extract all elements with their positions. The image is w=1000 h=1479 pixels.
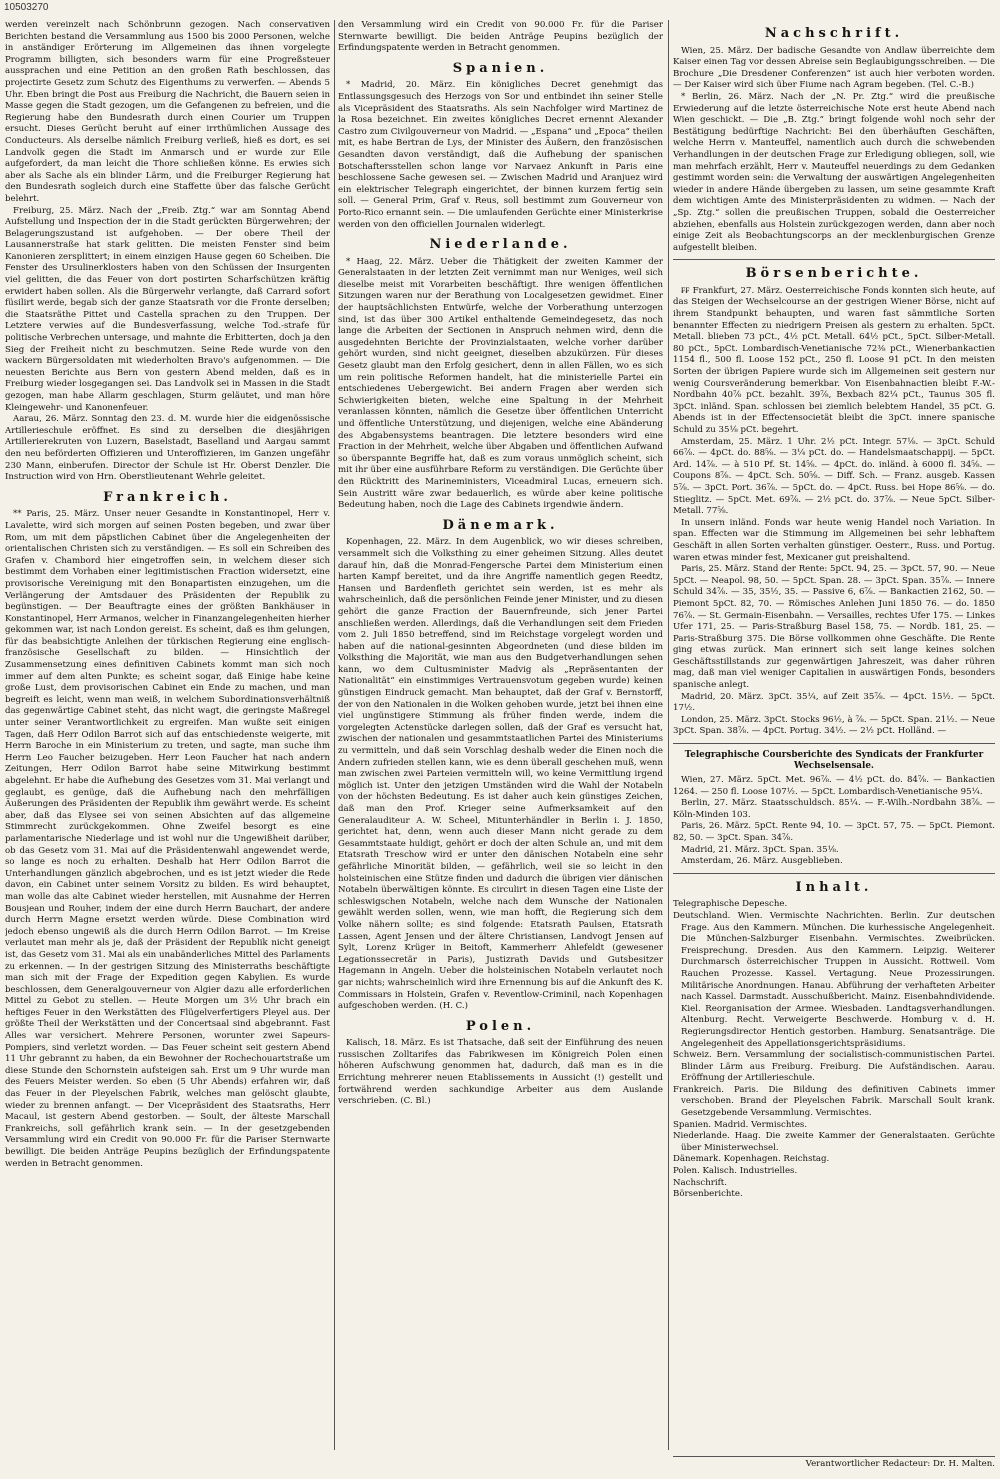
article-wien: Wien, 25. März. Der badische Gesandte von Andlaw überreichte dem Kaiser einen Tag vor dessen Abreise sein Beglaubigungsschreiben. — Die Brochure „Die Dresdener Conferenzen“ ist auch hier verboten worden. — Der Kaiser wird sich über Fiume nach Agram begeben. (Tel. C.-B.) (673, 45, 995, 91)
report-london: London, 25. März. 3pCt. Stocks 96½, à ⅞. — 5pCt. Span. 21½. — Neue 3pCt. Span. 38⅞. — 4pCt. Portug. 34½. — 2½ pCt. Holländ. — (673, 714, 995, 737)
report-paris: Paris, 25. März. Stand der Rente: 5pCt. 94, 25. — 3pCt. 57, 90. — Neue 5pCt. — Neapol. 98, 50. — 5pCt. Span. 28. — 3pCt. Span. 35⅞. — Innere Schuld 34⅞. — 35, 35½, 35. — Passive 6, 6⅞. — Bankactien 2162, 50. — Piemont 5pCt. 82, 70. — Römisches Anlehen Juni 1850 76. — do. 1850 76⅞. — St. Germain-Eisenbahn. — Versailles, rechtes Ufer 175. — Linkes Ufer 171, 25. — Paris-Straßburg Basel 158, 75. — Nordb. 181, 25. — Paris-Straßburg 375. Die Börse vollkommen ohne Geschäfte. Die Rente ging etwas zurück. Man erinnert sich seit lange keines solchen Geschäftsstillstands zur gegenwärtigen Jahreszeit, was daher rühren mag, daß man viel weniger Capitalien in auswärtigen Fonds, besonders spanische anlegt. (673, 564, 995, 691)
article-aarau: Aarau, 26. März. Sonntag den 23. d. M. wurde hier die eidgenössische Artillerieschule eröffnet. Es sind zu derselben die diesjährigen Artillerierekruten von Luzern, Baselstadt, Baselland und Aargau sammt den neu beförderten Offizieren und Unteroffizieren, im Ganzen ungefähr 230 Mann, einberufen. Director der Schule ist Hr. Oberst Denzler. Die Instruction wird von Hrn. Oberstlieutenant Wehrle geleitet. (5, 414, 330, 483)
toc-entry: Nachschrift. (673, 1177, 727, 1188)
section-heading-boersen: Börsenberichte. (745, 266, 923, 282)
section-heading-spanien: Spanien. (452, 60, 549, 76)
toc-entry: Polen. Kalisch. Industrielles. (673, 1166, 798, 1177)
toc-entry: Dänemark. Kopenhagen. Reichstag. (673, 1154, 830, 1165)
telegraph-amsterdam: Amsterdam, 26. März. Ausgeblieben. (681, 856, 843, 867)
column-2 (338, 20, 663, 1460)
table-of-contents (673, 899, 995, 1200)
toc-entry: Telegraphische Depesche. (673, 899, 788, 910)
divider (673, 259, 995, 260)
divider (673, 873, 995, 874)
article-freiburg: Freiburg, 25. März. Nach der „Freib. Ztg.“ war am Sonntag Abend Aufstellung und Inspection der in die Stadt gerückten Bürgerwehren; der Belagerungszustand ist aufgehoben. — Der obere Theil der Lausannerstraße hat stark gelitten. Die meisten Fenster sind beim Kanonieren zersplittert; in einem einzigen Hause gegen 60 Scheiben. Die Fenster des Ursulinerklosters haben von den Schüssen der Insurgenten viel gelitten, die das Feuer von dort postirten Scharfschützen kräftig erwidert haben sollen. Als die Bürgerwehr verlangte, daß Carrard sofort füsilirt werde, begab sich der ganze Staatsrath vor die Fronte derselben; die Staatsräthe Pittet und Castella sprachen zu den Truppen. Der Letztere verwies auf die Bundesverfassung, welche Tod.-strafe für politische Verbrechen untersage, und mahnte die Erbitterten, doch ja den Sieg der Freiheit nicht zu beschmutzen. Seine Rede wurde von den wackern Bürgersoldaten mit wiederholten Bravo's aufgenommen. — Die neuesten Berichte aus Bern von gestern Abend melden, daß es in Freiburg wieder losgegangen sei. Das Landvolk sei in Massen in die Stadt gezogen, man habe Allarm geschlagen, Sturm geläutet, und man höre Kleingewehr- und Kanonenfeuer. (5, 205, 330, 413)
telegraph-paris: Paris, 26. März. 5pCt. Rente 94, 10. — 3pCt. 57, 75. — 5pCt. Piemont. 82, 50. — 3pCt. Span. 34⅞. (673, 821, 995, 843)
article-haag: * Haag, 22. März. Ueber die Thätigkeit der zweiten Kammer der Generalstaaten in der letzten Zeit vernimmt man nur Weniges, weil sich dieselbe meist mit Vorarbeiten beschäftigt. Ihre wenigen öffentlichen Sitzungen waren nur der Berathung von Localgesetzen gewidmet. Einer der hauptsächlichsten Entwürfe, welche der Vorberathung unterzogen sind, ist das über 300 Artikel enthaltende Gemeindegesetz, das noch lange die Arbeiten der Sectionen in Anspruch nehmen wird, denn die ausgedehnten Berichte der Provinzialstaaten, welche vorher darüber gehört wurden, sind nicht geeignet, dieselben abzukürzen. Für dieses Gesetz glaubt man den Erfolg gesichert, denn in allen Fällen, wo es sich um rein politische Reformen handelt, hat die ministerielle Partei ein entschiedenes Uebergewicht. Bei andern Fragen aber werden sich Schwierigkeiten bieten, welche eine Spaltung in der Mehrheit veranlassen könnten, nämlich die Gesetze über öffentlichen Unterricht und öffentliche Unterstützung, und diejenigen, welche eine Abänderung des Abgabensystems beantragen. Die letztere besonders wird eine Fraction in der Mehrheit, welche über Abgaben und öffentlichen Aufwand so überspannte Begriffe hat, daß es zum voraus unmöglich scheint, sich mit ihr über eine ausführbare Reform zu verständigen. Die Gerüchte über den Rücktritt des Marineministers, Viceadmiral Lucas, erneuern sich. Sein Austritt wäre zwar bedauerlich, es würde aber keine politische Bedeutung haben, noch die Lage des Cabinets irgendwie ändern. (338, 256, 663, 511)
article-paris-continued: den Versammlung wird ein Credit von 90.000 Fr. für die Pariser Sternwarte bewilligt. Die beiden Anträge Peupins bezüglich der Erfindungspatente werden in Betracht genommen. (338, 20, 663, 54)
telegraph-heading: Telegraphische Coursberichte des Syndicats der Frankfurter Wechselsensale. (684, 750, 984, 772)
column-rule (668, 20, 669, 1450)
toc-entry: Niederlande. Haag. Die zweite Kammer der Generalstaaten. Gerüchte über Ministerwechsel. (673, 1131, 995, 1153)
column-3 (673, 20, 995, 1452)
telegraph-berlin: Berlin, 27. März. Staatsschuldsch. 85¼. — F.-Wilh.-Nordbahn 38⅞. — Köln-Minden 103. (673, 798, 995, 820)
section-heading-polen: Polen. (465, 1018, 536, 1034)
toc-entry: Frankreich. Paris. Die Bildung des definitiven Cabinets immer verschoben. Brand der Pleyelschen Fabrik. Marschall Soult krank. Gesetzgebende Versammlung. Vermischtes. (673, 1084, 995, 1119)
article-madrid: * Madrid, 20. März. Ein königliches Decret genehmigt das Entlassungsgesuch des Herzogs von Sor und entbindet ihn seiner Stelle als Vicepräsident des Staatsraths. Als sein Nachfolger wird Martinez de la Rosa bezeichnet. Ein zweites königliches Decret ernennt Alexander Castro zum Civilgouverneur von Madrid. — „Espana“ und „Epoca“ theilen mit, es habe Bertran de Lys, der Minister des Äußern, den französischen Gesandten davon verständigt, daß die Aufhebung der spanischen Botschaftersstellen schon lange vor Narvaez Ankunft in Paris eine beschlossene Sache gewesen sei. — Zwischen Madrid und Aranjuez wird ein elektrischer Telegraph eingerichtet, der binnen kurzem fertig sein soll. — General Prim, Graf v. Reus, soll bestimmt zum Gouverneur von Porto-Rico ernannt sein. — Die umlaufenden Gerüchte einer Ministerkrise werden von den officiellen Journalen widerlegt. (338, 80, 663, 230)
telegraph-wien: Wien, 27. März. 5pCt. Met. 96⅞. — 4½ pCt. do. 84⅞. — Bankactien 1264. — 250 fl. Loose 107½. — 5pCt. Lombardisch-Venetianische 95¼. (673, 775, 995, 797)
report-frankfurt: ₣₣ Frankfurt, 27. März. Oesterreichische Fonds konnten sich heute, auf das Steigen der Wechselcourse an der gestrigen Wiener Börse, nicht auf ihrem Standpunkt behaupten, und waren fast sämmtliche Sorten benannter Effecten zu niedrigern Preisen als gestern zu erhalten. 5pCt. Metall. blieben 73 pCt., 4½ pCt. Metall. 64½ pCt., 5pCt. Silber-Metall. 80 pCt., 5pCt. Lombardisch-Venetianische 72⅜ pCt., Wienerbankactien 1154 fl., 500 fl. Loose 152 pCt., 250 fl. Loose 91 pCt. In den meisten Sorten der übrigen Papiere wurde sich im Allgemeinen seit gestern nur wenig Coursveränderung bemerkbar. Von Eisenbahnactien bleibt F.-W.-Nordbahn 40⅞ pCt. bezahlt. 39⅞, Bexbach 82¼ pCt., Taunus 305 fl. 3pCt. inländ. Span. schlossen bei ziemlich belebtem Handel, 35 pCt. G. Abends ist in der Effectensocietät bleibt die 3pCt. innere spanische Schuld zu 35⅛ pCt. begehrt. (673, 285, 995, 435)
article-berlin: * Berlin, 26. März. Nach der „N. Pr. Ztg.“ wird die preußische Erwiederung auf die letzte österreichische Note erst heute Abend nach Wien geschickt. — Die „B. Ztg.“ bringt folgende wohl noch sehr der Bestätigung bedürftige Nachricht: Bei den überhäuften Geschäften, welche Herrn v. Manteuffel, namentlich auch durch die schwebenden Verhandlungen in der deutschen Frage zur Erledigung obliegen, soll, wie man mehrfach erzählt, Herr v. Mauteuffel neuerdings zu dem Gedanken gestimmt worden sein: die Verwaltung der auswärtigen Angelegenheiten wieder in andere Hände übergeben zu lassen, um seine gesammte Kraft dem wichtigen Amte des Ministerpräsidenten zu widmen. — Nach der „Sp. Ztg.“ sollen die preußischen Truppen, sobald die Oesterreicher abziehen, ebenfalls aus Holstein zurückgezogen werden, dann aber noch einige Zeit als Beobachtungscorps an der mecklenburgischen Grenze aufgestellt bleiben. (673, 91, 995, 253)
page-id: 10503270 (4, 2, 49, 13)
article-kopenhagen: Kopenhagen, 22. März. In dem Augenblick, wo wir dieses schreiben, versammelt sich die Volksthing zu einer geheimen Sitzung. Alles deutet darauf hin, daß die Monrad-Fengersche Partei dem Ministerium einen harten Kampf bereitet, und da ihre Angriffe namentlich gegen Reedtz, Hansen und Bardenfleth gerichtet sein werden, ist es mehr als wahrscheinlich, daß die persönlichen Feinde jener Minister, und zu diesen gehört die ganze Fraction der Bauernfreunde, sich jener Partei anschließen werden. Allerdings, daß die Verhandlungen seit dem Frieden vom 2. Juli 1850 betreffend, sind im Reichstage vorgelegt worden und haben auf die national-gesinnten Abgeordneten (und diese bilden im Volksthing die Majorität, wie man aus den Budgetverhandlungen sehen kann, wo dem Cultusminister Madvig als „Repräsentanten der Nationalität“ ein einstimmiges Vertrauensvotum gegeben wurde) keinen günstigen Eindruck gemacht. Man behauptet, daß der Graf v. Bernstorff, der von den Nationalen in die Wolken gehoben wurde, jetzt bei ihnen eine viel ungünstigere Stimmung als früher finden werde, indem die vorgelegten Actenstücke darlegen sollen, daß der Graf es versucht hat, zwischen der nationalen und gesammtstaatlichen Partei des Ministeriums zu vermitteln, und daß sein Vorschlag deshalb weder die Einen noch die Andern zufrieden stellen kann, wie es denn überall geschehen muß, wenn man zwischen zwei Parteien vermitteln will, wo keine Vermittlung irgend möglich ist. Unter den jetzigen Umständen wird die Wahl der Notabeln von der höchsten Bedeutung. Es ist daher auch kein günstiges Zeichen, daß man den Prof. Krieger seine Aufmerksamkeit auf den Generalauditeur A. W. Scheel, Mitunterhändler in Berlin i. J. 1850, gerichtet hat, denn, wenn auch dieser Mann nicht gerade zu dem Gesammtstaate huldigt, gehört er doch der alten Schule an, und mit dem Etatsrath Treschow wird er unter den dänischen Notabeln eine sehr gefährliche Minorität bilden, — gefährlich, weil sie so leicht in den holsteinischen eine Stütze finden und dadurch die übrigen vier dänischen Notabeln überwältigen könnte. Es circulirt in diesen Tagen eine Liste der schleswigschen Notabeln, welche nach dem Wunsche der Nationalen gewählt werden sollen, wenn, wie man hofft, die Regierung sich dem Volke nähern sollte; es sind folgende: Etatsrath Paulsen, Etatsrath Lassen, Agent Jensen und der ältere Christiansen, Landvogt Jensen auf Sylt, Lorenz Krüger in Beitoft, Kammerherr Ahlefeldt (gewesener Legationssecretär in Paris), Justizrath Davids und Gutsbesitzer Hagemann in Angeln. Ueber die holsteinischen Notabeln verlautet noch gar nichts; wahrscheinlich wird ihre Ernennung bis auf die Ankunft des K. Commissars in Holstein, Grafen v. Reventlow-Criminil, nach Kopenhagen aufgeschoben werden. (H. C.) (338, 537, 663, 1012)
article-paris: ** Paris, 25. März. Unser neuer Gesandte in Konstantinopel, Herr v. Lavalette, wird sich morgen auf seinen Posten begeben, und zwar über Rom, um mit dem päpstlichen Cabinet über die Angelegenheiten der orientalischen Christen sich zu verständigen. — Es soll ein Schreiben des Grafen v. Chambord hier eingetroffen sein, in welchem dieser sich bestimmt dem Vorhaben einer legitimistischen Fraction widersetzt, eine provisorische Vereinigung mit den Bonapartisten einzugehen, um die Verlängerung der Amtsdauer des Präsidenten der Republik zu begünstigen. — Der Beauftragte eines der größten Bankhäuser in Konstantinopel, Herr Armanos, welcher in Finanzangelegenheiten hierher gekommen war, ist nach London gereist. Es scheint, daß es ihm gelungen, für das beabsichtigte Anleihen der türkischen Regierung eine englisch-französische Gesellschaft zu bilden. — Hinsichtlich der Zusammensetzung eines definitiven Cabinets kommt man sich noch immer auf dem alten Punkte; es scheint sogar, daß Einige habe keine große Lust, dem provisorischen Cabinet ein Ende zu machen, und man begreift es leicht, wenn man weiß, in welchem Subordinationsverhältniß das gegenwärtige Cabinet steht, das nicht wagt, die geringste Maßregel unter seiner Verantwortlichkeit zu ergreifen. Man wußte seit einigen Tagen, daß Herr Odilon Barrot sich auf das entschiedenste weigerte, mit Herrn Baroche in ein Ministerium zu treten, und sagte, man suche ihm Herrn Leo Faucher beizugeben. Herr Leon Faucher hat nach andern Zeitungen, Herr Odilon Barrot habe seine Mitwirkung bestimmt abgelehnt. Er habe die Aufhebung des Gesetzes vom 31. Mai verlangt und geglaubt, es genüge, daß die Aufhebung nach den mehrfälligen Äußerungen des Präsidenten der Republik ihm gewährt werde. Es scheint aber, daß das Elysee sei von seinen Absichten auf das allgemeine Stimmrecht zurückgekommen. Ohne Zweifel besorgt es eine parlamentarische Niederlage und ist wohl nur die Ungewißheit darüber, ob das Gesetz vom 31. Mai auf die Präsidentenwahl angewendet werde, so lange es noch zu erhalten. Deshalb hat Herr Odilon Barrot die Unterhandlungen gänzlich abgebrochen, und es ist jetzt wieder die Rede davon, ein Cabinet unter seinem Vorsitz zu bilden. Es wird behauptet, man wolle das alte Cabinet wieder herstellen, mit Ausnahme der Herren Bousjean und Rouher, indem der eine durch Herrn Bauchart, der andere durch Herrn Magne ersetzt werden würde. Diese Combination wird jedoch ebenso ungewiß als die durch Herrn Odilon Barrot. — Im Kreise verlautet man mehr als je, daß der Präsident der Republik nicht geneigt ist, das Gesetz vom 31. Mai als ein unabänderliches Mittel des Parlaments zu erkennen. — In der gestrigen Sitzung des Ministerraths beschäftigte man sich mit der Frage der Expedition gegen Kabylien. Es wurde beschlossen, dem Generalgouverneur von Algier dazu alle erforderlichen Mittel zu Gebot zu stellen. — Heute Morgen um 3½ Uhr brach ein heftiges Feuer in den Werkstätten des Flügelverfertigers Pleyel aus. Der größte Theil der Werkstätten und der Concertsaal sind abgebrannt. Fast Alles war versichert. Mehrere Personen, worunter zwei Sapeurs-Pompiers, sind verletzt worden. — Das Feuer scheint seit gestern Abend 11 Uhr gebrannt zu haben, da ein Bewohner der Rochechouartstraße um diese Stunde den Schornstein aufsteigen sah. Erst um 9 Uhr wurde man des Feuers Meister werden. So eben (5 Uhr Abends) erfahren wir, daß das Feuer in der Pleyelschen Fabrik, welches man gelöscht glaubte, wieder zu brennen anfangt. — Der Vicepräsident des Staatsraths, Herr Macaul, ist gestern Abend gestorben. — Soult, der älteste Marschall Frankreichs, soll gefährlich krank sein. — In der gesetzgebenden Versammlung wird ein Credit von 90.000 Fr. für die Pariser Sternwarte bewilligt. Die beiden Anträge Peupins bezüglich der Erfindungspatente werden in Betracht genommen. (5, 509, 330, 1169)
report-madrid: Madrid, 20. März. 3pCt. 35¼, auf Zeit 35⅞. — 4pCt. 15½. — 5pCt. 17½. (673, 691, 995, 714)
section-heading-frankreich: Frankreich. (103, 489, 232, 505)
section-heading-nachschrift: Nachschrift. (764, 26, 904, 41)
section-heading-niederlande: Niederlande. (429, 237, 572, 253)
toc-entry: Schweiz. Bern. Versammlung der socialistisch-communistischen Partei. Blinder Lärm aus Freiburg. Freiburg. Die Aufständischen. Aarau. Eröffnung der Artillerieschule. (673, 1050, 995, 1084)
toc-entry: Spanien. Madrid. Vermischtes. (673, 1119, 808, 1130)
article-kalisch: Kalisch, 18. März. Es ist Thatsache, daß seit der Einführung des neuen russischen Zolltarifes das Fabrikwesen im Königreich Polen einen höheren Aufschwung genommen hat, dadurch, daß man es in die Errichtung mehrerer neuen Etablissements in Aussicht (!) gestellt und fortwährend werden sachkundige Arbeiter aus dem Auslande verschrieben. (C. Bl.) (338, 1038, 663, 1107)
column-rule (334, 20, 335, 1450)
section-heading-inhalt: Inhalt. (795, 879, 873, 895)
section-heading-daenemark: Dänemark. (442, 517, 559, 533)
report-inland: In unsern inländ. Fonds war heute wenig Handel noch Variation. In span. Effecten war die Stimmung im Allgemeinen bei sehr lebhaftem Geschäft in allen Sorten verhalten günstiger. Oesterr., Russ. und Portug. waren etwas minder fest, Mexicaner gut preishaltend. (673, 517, 995, 563)
article-switzerland: werden vereinzelt nach Schönbrunn gezogen. Nach conservativen Berichten bestand die Versammlung aus 1500 bis 2000 Personen, welche in anständiger Erörterung im Allgemeinen das ihnen vorgelegte Programm billigten, sich besonders warm für eine Progreßsteuer aussprachen und eine Petition an den großen Rath beschlossen, das projectirte Gesetz zum Schutz des Eigenthums zu verwerfen. — Abends 5 Uhr. Eben bringt die Post aus Freiburg die Nachricht, die Bauern seien in Masse gegen die Stadt gezogen, um die Gefangenen zu befreien, und die Regierung habe den Bundesrath durch einen Courier um Truppen ersucht. Dieses Gerücht beruht auf einer irrthümlichen Aussage des Conducteurs. Als derselbe nämlich Freiburg verließ, hieß es dort, es sei Landvolk gegen die Stadt im Anmarsch und er wurde zur Eile aufgefordert, da man leicht die Thore schließen könne. Es erwies sich aber als Sache als ein blinder Lärm, und die Freiburger Regierung hat den Bundesrath sogleich durch eine Staffette über das falsche Gerücht belehrt. (5, 20, 330, 204)
report-amsterdam: Amsterdam, 25. März. 1 Uhr. 2½ pCt. Integr. 57⅛. — 3pCt. Schuld 66⅞. — 4pCt. do. 88⅝. — 3¼ pCt. do. — Handelsmaatschappij. — 5pCt. Ard. 14⅞. — à 510 Pf. St. 14⅝. — 4pCt. do. inländ. à 6000 fl. 34⅝. — Coupons 8⅞. — 4pCt. Sch. 50⅝. — Diff. Sch. — Franz. ausgeb. Kassen 5⅞. — 3pCt. Port. 36⅞. — 5pCt. do. — 4pCt. Russ. bei Hope 86⅝. — do. Stieglitz. — 5pCt. Met. 69⅞. — 2½ pCt. do. 37⅞. — Neue 5pCt. Silber-Metall. 77⅝. (673, 436, 995, 517)
editor-line: Verantwortlicher Redacteur: Dr. H. Malten. (673, 1456, 995, 1469)
toc-entry: Börsenberichte. (673, 1189, 743, 1200)
telegraph-madrid: Madrid, 21. März. 3pCt. Span. 35⅛. (681, 844, 839, 855)
column-1 (5, 20, 330, 1460)
divider (673, 743, 995, 744)
toc-entry: Deutschland. Wien. Vermischte Nachrichten. Berlin. Zur deutschen Frage. Aus den Kammern. München. Die kurhessische Angelegenheit. Die München-Salzburger Eisenbahn. Vermischtes. Zweibrücken. Freisprechung. Dresden. Aus den Kammern. Leipzig. Weiterer Durchmarsch österreichischer Truppen in Aussicht. Rottweil. Vom Rauchen Prozesse. Kassel. Vertagung. Neue Prozessirungen. Militärische Anordnungen. Hanau. Abführung der verhafteten Arbeiter nach Kassel. Darmstadt. Ausschußbericht. Mainz. Eisenbahndividende. Kiel. Reorganisation der Armee. Wiesbaden. Landtagsverhandlungen. Altenburg. Recht. Verweigerte Beschwerde. Homburg v. d. H. Regierungsdirector Hentich gestorben. Hamburg. Senatsanträge. Die Angelegenheit des Appellationsgerichtspräsidiums. (673, 910, 995, 1049)
